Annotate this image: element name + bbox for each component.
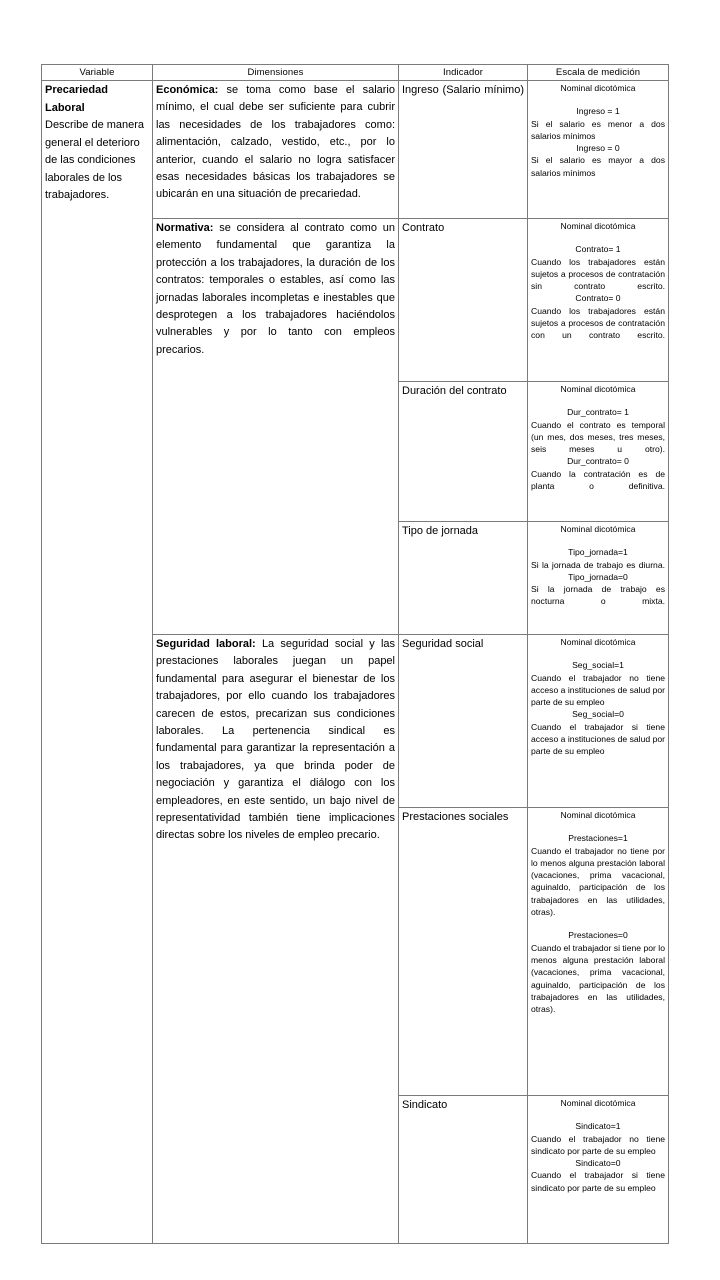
scale-cell [528, 808, 669, 1096]
scale-desc: Cuando el trabajador si tiene acceso a instituciones de salud por parte de su empleo [531, 721, 665, 757]
scale-type: Nominal dicotómica [560, 1098, 636, 1108]
indicator-cell: Prestaciones sociales [399, 808, 528, 1096]
table-header [42, 65, 669, 81]
scale-code: Tipo_jornada=0 [568, 571, 628, 582]
dimension-lead: Seguridad laboral: [156, 638, 256, 650]
scale-code: Contrato= 1 [575, 244, 621, 255]
scale-type: Nominal dicotómica [560, 83, 636, 93]
indicator-cell: Tipo de jornada [399, 522, 528, 635]
scale-type: Nominal dicotómica [560, 810, 636, 820]
scale-desc: Si el salario es mayor a dos salarios mínimos [531, 155, 665, 178]
scale-desc: Cuando el trabajador no tiene acceso a instituciones de salud por parte de su empleo [531, 672, 665, 708]
variable-name: Precariedad Laboral [45, 84, 108, 114]
scale-type: Nominal dicotómica [560, 524, 636, 534]
table-row [42, 81, 669, 219]
scale-type: Nominal dicotómica [560, 384, 636, 394]
scale-cell [528, 219, 669, 382]
scale-type: Nominal dicotómica [560, 637, 636, 647]
document-page [41, 64, 668, 1244]
scale-code: Ingreso = 1 [576, 106, 620, 117]
scale-code: Dur_contrato= 0 [567, 456, 629, 467]
scale-type: Nominal dicotómica [560, 221, 636, 231]
dimension-cell-normativa [153, 219, 399, 635]
variable-cell [42, 81, 153, 1244]
scale-spacer [531, 918, 665, 929]
scale-code: Dur_contrato= 1 [567, 407, 629, 418]
scale-cell [528, 1096, 669, 1244]
table-header-row [42, 65, 669, 81]
indicator-cell: Ingreso (Salario mínimo) [399, 81, 528, 219]
scale-desc: Cuando el trabajador si tiene por lo menos alguna prestación laboral (vacaciones, prima vacacional, aguinaldo, participación de los trabajadores en las utilidades, otras). [531, 942, 665, 1015]
scale-code: Prestaciones=1 [568, 833, 628, 844]
scale-desc: Si la jornada de trabajo es diurna. [531, 559, 665, 570]
scale-code: Seg_social=1 [572, 660, 624, 671]
dimension-text: se considera al contrato como un elemento fundamental que garantiza la protección a los trabajadores, la duración de los contratos: temporales o estables, así como las jornadas laborales incompletas e inestables que desprotegen a los trabajadores haciéndolos vulnerables y por lo tanto con empleos precarios. [156, 222, 395, 356]
scale-desc: Cuando la contratación es de planta o definitiva. [531, 468, 665, 492]
variable-description: Describe de manera general el deterioro de las condiciones laborales de los trabajadores. [45, 119, 145, 201]
scale-code: Ingreso = 0 [576, 143, 620, 154]
scale-desc: Cuando los trabajadores están sujetos a procesos de contratación con un contrato escrito. [531, 305, 665, 341]
scale-code: Sindicato=0 [575, 1158, 621, 1169]
column-header-variable: Variable [42, 65, 153, 81]
indicator-cell: Sindicato [399, 1096, 528, 1244]
dimension-cell-economica [153, 81, 399, 219]
scale-cell [528, 382, 669, 522]
dimension-lead: Normativa: [156, 222, 214, 234]
indicator-cell: Seguridad social [399, 635, 528, 808]
dimension-cell-seguridad [153, 635, 399, 1244]
indicator-cell: Duración del contrato [399, 382, 528, 522]
scale-desc: Cuando el trabajador si tiene sindicato por parte de su empleo [531, 1170, 665, 1193]
scale-desc: Si el salario es menor a dos salarios mínimos [531, 118, 665, 141]
scale-code: Sindicato=1 [575, 1121, 621, 1132]
column-header-indicador: Indicador [399, 65, 528, 81]
scale-code: Contrato= 0 [575, 293, 621, 304]
scale-desc: Cuando el contrato es temporal (un mes, dos meses, tres meses, seis meses u otro). [531, 419, 665, 455]
table-body [42, 81, 669, 1244]
scale-desc: Cuando el trabajador no tiene por lo menos alguna prestación laboral (vacaciones, prima vacacional, aguinaldo, participación de los trabajadores en las utilidades, otras). [531, 845, 665, 918]
dimension-text: se toma como base el salario mínimo, el cual debe ser suficiente para cubrir las necesidades de los trabajadores como: alimentación, calzado, vestido, etc., por lo anterior, cuando el salario no logra satisfacer esas necesidades básicas los trabajadores se ubicarán en una situación de precariedad. [156, 84, 395, 201]
dimension-lead: Económica: [156, 84, 219, 96]
scale-code: Seg_social=0 [572, 709, 624, 720]
scale-desc: Cuando los trabajadores están sujetos a procesos de contratación sin contrato escrito. [531, 256, 665, 292]
column-header-escala: Escala de medición [528, 65, 669, 81]
scale-cell [528, 635, 669, 808]
scale-cell [528, 522, 669, 635]
operationalization-table [41, 64, 669, 1244]
scale-desc: Si la jornada de trabajo es nocturna o mixta. [531, 584, 665, 607]
scale-desc: Cuando el trabajador no tiene sindicato por parte de su empleo [531, 1133, 665, 1156]
scale-code: Prestaciones=0 [568, 930, 628, 941]
indicator-cell: Contrato [399, 219, 528, 382]
scale-cell [528, 81, 669, 219]
column-header-dimensiones: Dimensiones [153, 65, 399, 81]
scale-code: Tipo_jornada=1 [568, 547, 628, 558]
dimension-text: La seguridad social y las prestaciones laborales juegan un papel fundamental para asegurar el bienestar de los trabajadores, por ello cuando los trabajadores carecen de estos, precarizan sus condiciones laborales. La pertenencia sindical es fundamental para garantizar la representación a los trabajadores, ya que brinda poder de negociación y garantiza el diálogo con los empleadores, en este sentido, un bajo nivel de representatividad también tiene implicaciones directas sobre los niveles de empleo precario. [156, 638, 396, 842]
